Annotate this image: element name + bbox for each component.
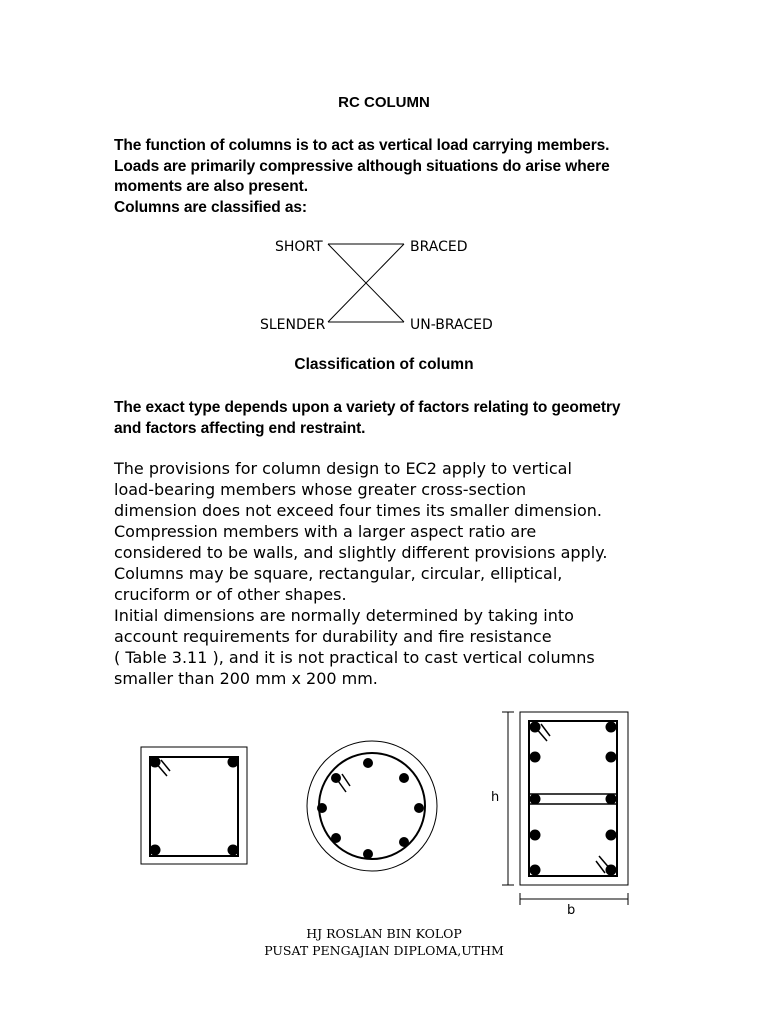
paragraph-line: load-bearing members whose greater cross-section [114, 480, 527, 499]
classification-caption: Classification of column [294, 356, 474, 373]
paragraph-line: Columns may be square, rectangular, circular, elliptical, [114, 564, 563, 583]
page-title: RC COLUMN [338, 94, 430, 111]
paragraph-line: The exact type depends upon a variety of factors relating to geometry [114, 399, 621, 416]
rectangular-column-section [502, 712, 628, 905]
paragraph-line: The provisions for column design to EC2 apply to vertical [114, 459, 572, 478]
intro-line: Loads are primarily compressive although situations do arise where [114, 157, 610, 175]
paragraph-line: ( Table 3.11 ), and it is not practical to cast vertical columns [114, 648, 595, 667]
paragraph-line: cruciform or of other shapes. [114, 585, 347, 604]
paragraph-line: Initial dimensions are normally determined by taking into [114, 606, 574, 625]
footer [0, 925, 768, 959]
paragraph-line: Compression members with a larger aspect ratio are [114, 522, 537, 541]
footer-institution: PUSAT PENGAJIAN DIPLOMA,UTHM [264, 943, 504, 958]
dimension-label-h: h [491, 790, 500, 805]
paragraph-line: dimension does not exceed four times its smaller dimension. [114, 501, 602, 520]
intro-line: Columns are classified as: [114, 199, 307, 217]
intro-line: The function of columns is to act as vertical load carrying members. [114, 137, 610, 154]
paragraph-line: smaller than 200 mm x 200 mm. [114, 669, 378, 688]
label-unbraced: UN-BRACED [410, 317, 493, 333]
paragraph-line: and factors affecting end restraint. [114, 419, 366, 437]
footer-author: HJ ROSLAN BIN KOLOP [306, 926, 462, 941]
paragraph-line: considered to be walls, and slightly different provisions apply. [114, 543, 608, 562]
label-slender: SLENDER [260, 317, 326, 333]
circular-column-section [307, 741, 437, 871]
intro-line: moments are also present. [114, 178, 308, 196]
dimension-label-b: b [567, 903, 576, 918]
label-short: SHORT [275, 239, 323, 255]
label-braced: BRACED [410, 239, 468, 255]
paragraph-line: account requirements for durability and fire resistance [114, 627, 552, 646]
square-column-section [141, 747, 247, 864]
